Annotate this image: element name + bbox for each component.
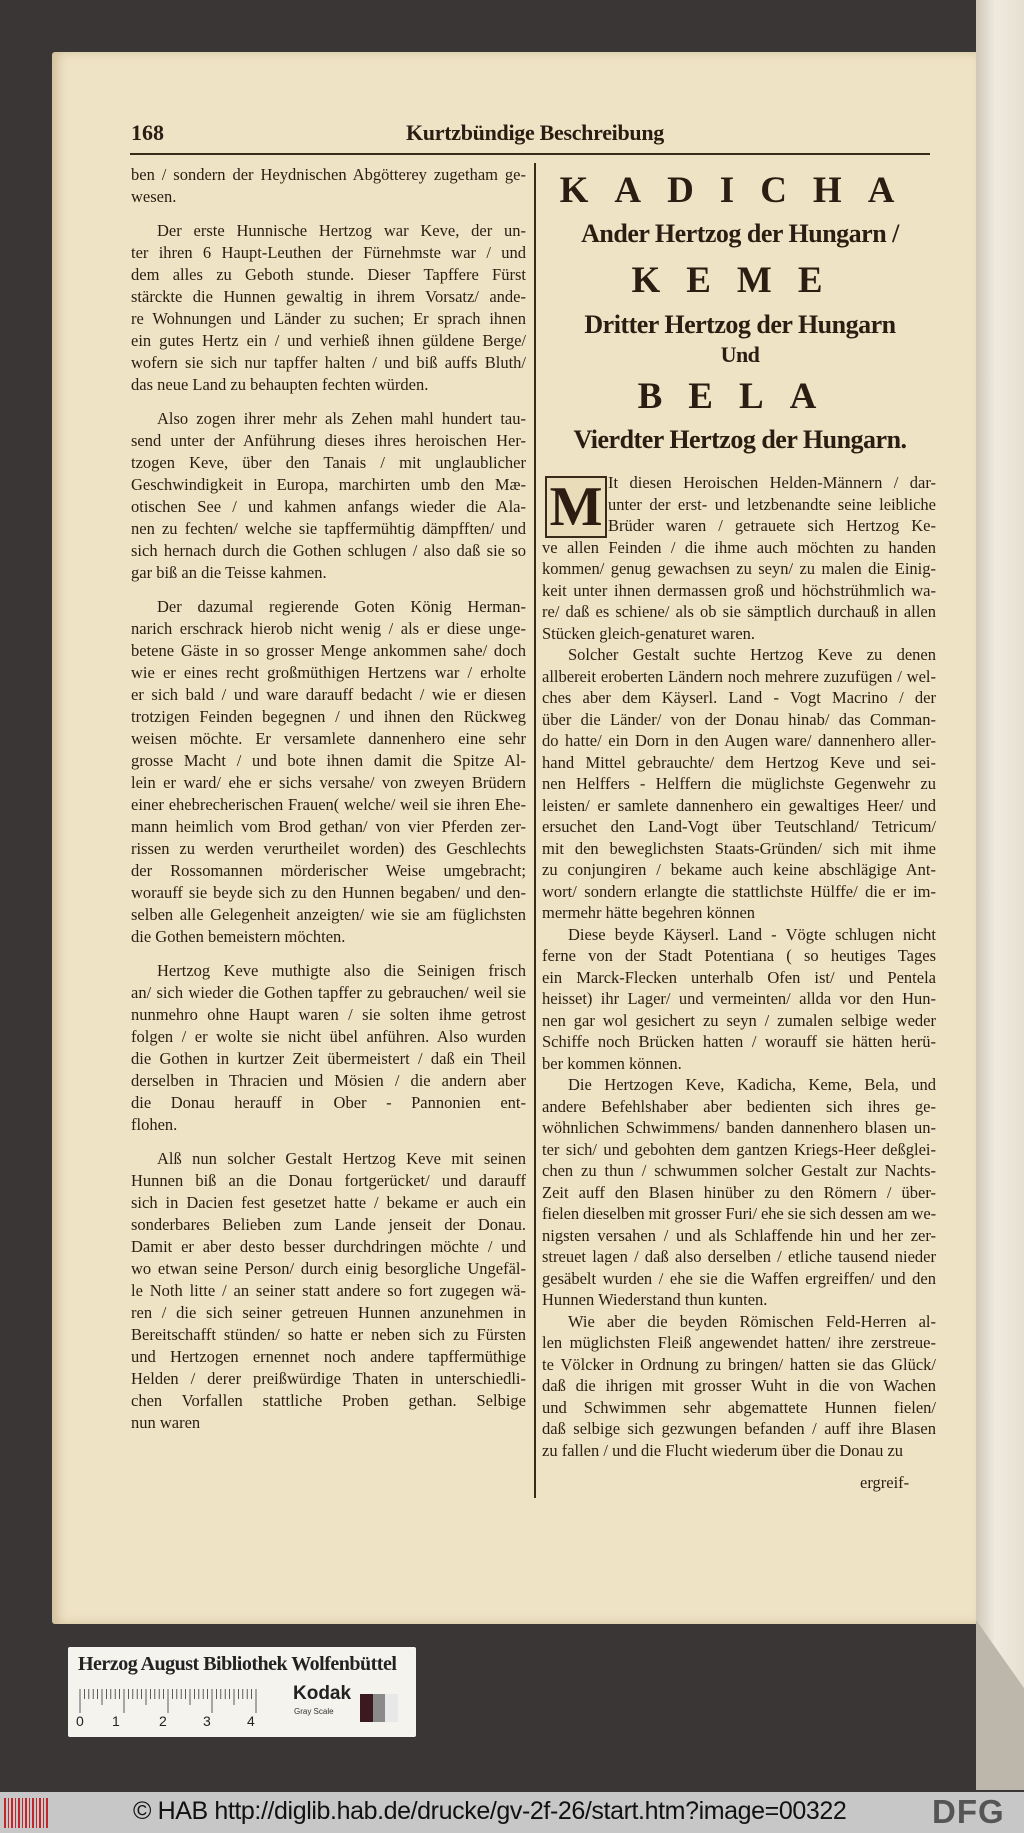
hab-barcode-icon [4, 1798, 48, 1828]
text-line: sich in Dacien fest gesetzet hatte / bekame er auch ein [131, 1193, 526, 1212]
subtitle-second-duke: Ander Hertzog der Hungarn / [581, 219, 899, 248]
paragraph [542, 924, 936, 1075]
gray-scale-label: Gray Scale [294, 1707, 334, 1716]
text-line: Also zogen ihrer mehr als Zehen mahl hundert tau- [157, 409, 526, 428]
text-line: fielen dieselben mit grosser Furi/ ehe sie sich dessen am we- [542, 1204, 936, 1223]
running-head: Kurtzbündige Beschreibung [406, 120, 664, 145]
text-line: das neue Land zu behaupten fechten würden. [131, 375, 429, 394]
text-line: chen Vorfallen stattliche Proben gethan. Selbige [131, 1391, 526, 1410]
header-rule [130, 153, 930, 155]
text-line: chen zu thun / schwummen solcher Gestalt zur Nachts- [542, 1161, 936, 1180]
text-line: wo etwan seine Person/ durch einig besorgliche Ungefäl- [131, 1259, 526, 1278]
text-line: Brüder waren / getrauete sich Hertzog Ke- [608, 516, 936, 535]
text-line: selben alle Gelegenheit anzeigten/ wie sie am füglichsten [131, 905, 526, 924]
paragraph [542, 1074, 936, 1311]
text-line: wort/ sondern erlangte die stattlichste Hülffe/ die er im- [542, 881, 936, 901]
text-line: zu conjungiren / bekame auch keine abschlägige Ant- [542, 860, 936, 879]
gray-patch [360, 1694, 398, 1722]
text-line: Diese beyde Käyserl. Land - Vögte schlugen nicht [568, 924, 936, 944]
ruler-label: 4 [247, 1713, 255, 1729]
title-bela: BELA [637, 376, 843, 417]
ruler-label: 2 [159, 1713, 167, 1729]
title-kadicha: KADICHA [559, 170, 921, 211]
text-line: gesäbelt wurden / ehe sie die Waffen ergreiffen/ und den [542, 1268, 936, 1288]
text-line: der Rossomannen mörderischer Weise umgebracht; [131, 861, 526, 880]
subtitle-fourth-duke: Vierdter Hertzog der Hungarn. [573, 425, 907, 454]
text-line: worauff sie beyde sich zu den Hunnen begaben/ und den- [131, 883, 526, 902]
page-number: 168 [131, 120, 164, 145]
text-line: ter sich/ und gebohten dem gantzen Kriegs-Heer deßglei- [542, 1139, 936, 1159]
text-line: Wie aber die beyden Römischen Feld-Herren al- [568, 1311, 936, 1331]
text-line: ve allen Feinden / die ihme auch möchten zu handen [542, 537, 936, 557]
text-line: nen zu fechten/ welche sie tapffermühtig dämpfften/ und [131, 519, 526, 538]
text-line: Hertzog Keve muthigte also die Seinigen frisch [157, 961, 526, 980]
text-line: unter der erst- und letzbenandte seine leibliche [608, 494, 936, 514]
card-title: Herzog August Bibliothek Wolfenbüttel [78, 1653, 397, 1675]
text-line: zu fallen / und die Flucht wiederum über die Donau zu [542, 1440, 904, 1460]
text-line: daß die ihrigen mit grosser Wuht in die von Wachen [542, 1376, 936, 1395]
ruler-label: 1 [112, 1713, 120, 1729]
text-line: nunmehro ohne Haupt waren / sie solten ihme getrost [131, 1005, 526, 1024]
source-url[interactable]: © HAB http://diglib.hab.de/drucke/gv-2f-26/start.htm?image=00322 [133, 1797, 847, 1825]
text-line: mann heimlich vom Brod gethan/ von vier Pferden zer- [131, 817, 526, 836]
text-line: wesen. [131, 187, 177, 206]
text-line: sonderbares Belieben zum Lande jenseit der Donau. [131, 1215, 526, 1234]
ruler-label: 0 [76, 1713, 84, 1729]
text-line: Zeit auff den Blasen hinüber zu den Römern / über- [542, 1182, 936, 1202]
text-line: heisset) ihr Lager/ und vermeinten/ allda vor den Hun- [542, 989, 936, 1008]
text-line: wofern sie sich nur tapffer halten / und biß auffs Bluth/ [131, 353, 526, 372]
text-line: andere Befehlshaber aber bedienten sich ihres ge- [542, 1096, 936, 1116]
text-line: Alß nun solcher Gestalt Hertzog Keve mit seinen [157, 1149, 526, 1168]
text-line: er sich bald / und ware darauff bedacht / wie er diesen [131, 685, 526, 704]
text-line: Helden / derer preißwürdige Thaten in unterschiedli- [131, 1369, 526, 1388]
color-calibration-card [68, 1647, 416, 1737]
text-line: ren / die sich seiner getreuen Hunnen anzunehmen in [131, 1303, 526, 1322]
text-line: über die Länder/ von der Donau hinab/ das Comman- [542, 709, 936, 729]
catchword: ergreif- [860, 1473, 910, 1492]
left-column [131, 164, 526, 1434]
ruler-label: 3 [203, 1713, 211, 1729]
text-line: weisen möchte. Er versamlete dannenhero eine sehr [131, 729, 526, 748]
paragraph [131, 220, 526, 396]
text-line: wie er eines recht großmüthigen Hertzens war / erholte [131, 663, 526, 682]
text-line: Damit er aber desto besser durchdringen möchte / und [131, 1237, 526, 1256]
text-line: Geschwindigkeit in Europa, marchirten umb den Mæ- [131, 475, 526, 494]
text-line: rissen zu werden verurtheilet worden) des Geschlechts [131, 839, 526, 858]
text-line: Hunnen Wiederstand thun kunten. [542, 1290, 768, 1309]
text-line: It diesen Heroischen Helden-Männern / dar- [608, 473, 936, 492]
text-line: einer ehebrecherischen Frauen( welche/ weil sie ihren Ehe- [131, 795, 526, 814]
paragraph [131, 1148, 526, 1434]
paragraph [542, 644, 936, 924]
text-line: daß selbige sich gezwungen befanden / auff ihre Blasen [542, 1419, 936, 1438]
text-line: te Völcker in Ordnung zu bringen/ hatten sie das Glück/ [542, 1354, 936, 1374]
text-line: lein er ward/ ehe er sichs versahe/ von zweyen Brüdern [131, 773, 526, 792]
dfg-logo: DFG [932, 1793, 1005, 1830]
text-line: trotzigen Feinden begegnen / und ihnen den Rückweg [131, 707, 526, 726]
text-line: nun waren [131, 1413, 201, 1432]
text-line: ein Marck-Flecken unterhalb Ofen ist/ und Pentela [542, 967, 936, 987]
text-line: re/ daß es schiene/ als ob sie sämptlich durchauß in allen [542, 602, 936, 621]
text-line: die Donau herauff in Ober - Pannonien ent- [131, 1093, 526, 1112]
text-line: und Schwimmen sehr abgemattete Hunnen fielen/ [542, 1397, 936, 1417]
paragraph [542, 1311, 936, 1462]
text-line: flohen. [131, 1115, 178, 1134]
text-line: nen gar wol gesichert zu seyn / zumalen selbige weder [542, 1010, 936, 1030]
text-line: ches aber dem Käyserl. Land - Vogt Macrino / der [542, 688, 936, 707]
text-line: Hunnen biß an die Donau fortgerücket/ und darauff [131, 1171, 526, 1190]
text-line: die Gothen bemeistern möchten. [131, 927, 346, 946]
text-line: stärckte die Hunnen gewaltig in ihrem Vorsatz/ ande- [131, 287, 526, 306]
text-line: Die Hertzogen Keve, Kadicha, Keme, Bela, und [568, 1075, 936, 1094]
text-line: ersuchet den Land-Vogt über Teutschland/ Tetricum/ [542, 817, 936, 836]
text-line: leisten/ er samlete dannenhero ein gewaltiges Heer/ und [542, 795, 936, 815]
text-line: tzogen Keve, über den Tanais / mit unglaublicher [131, 453, 526, 472]
text-line: die Gothen in kurtzer Zeit übermeistert / daß ein Theil [131, 1049, 526, 1068]
paragraph [542, 472, 936, 644]
text-line: ein gutes Hertz ein / und verhieß ihnen güldene Berge/ [131, 331, 526, 350]
text-line: Der dazumal regierende Goten König Herman- [157, 597, 526, 616]
text-line: do hatte/ ein Dorn in den Augen ware/ dannenhero aller- [542, 731, 936, 750]
paragraph [131, 596, 526, 948]
drop-cap-initial: M [545, 476, 607, 538]
text-line: ter ihren 6 Haupt-Leuthen der Fürnehmste war / und [131, 243, 526, 262]
text-line: ben / sondern der Heydnischen Abgötterey zugetham ge- [131, 165, 526, 184]
text-line: otischen See / und kahmen anfangs wieder die Ala- [131, 497, 526, 516]
ruler-scale [78, 1687, 288, 1713]
text-line: folgen / er wolte sie nicht übel anführen. Also wurden [131, 1027, 526, 1046]
text-line: Schiffe noch Brücken hatten / worauff sie hätten herü- [542, 1032, 936, 1051]
right-column [542, 472, 936, 1461]
text-line: streuet lagen / daß also derselben / etliche tausend nieder [542, 1247, 936, 1266]
text-line: betene Gäste in so grosser Menge ankommen sahe/ doch [131, 641, 526, 660]
text-line: und Hertzogen ernennet noch andere tapffermüthige [131, 1347, 526, 1366]
text-line: nen Helffers - Helffern die müglichste Gegenwehr zu [542, 774, 936, 793]
title-keme: KEME [631, 260, 849, 301]
adjacent-page-edge [976, 0, 1024, 1790]
subtitle-third-duke: Dritter Hertzog der Hungarn [584, 310, 896, 339]
text-line: an/ sich wieder die Gothen tapffer zu gebrauchen/ weil sie [131, 983, 526, 1002]
text-line: nigsten versahen / und als Schlaffende hin und her zer- [542, 1225, 936, 1245]
text-line: ferne von der Stadt Potentiana ( so heutiges Tages [542, 946, 936, 965]
text-line: ber kommen können. [542, 1053, 682, 1073]
text-line: derselben in Thracien und Mösien / die andern aber [131, 1071, 526, 1090]
paragraph [131, 164, 526, 208]
text-line: Stücken gleich-genaturet waren. [542, 623, 756, 643]
paragraph [131, 408, 526, 584]
text-line: mit den beweglichsten Staats-Gründen/ sich mit ihme [542, 838, 936, 858]
text-line: send unter der Anführung dieses ihres heroischen Her- [131, 431, 526, 450]
paragraph [131, 960, 526, 1136]
text-line: narich erschrack hierob nicht wenig / als er diese unge- [131, 619, 526, 638]
kodak-logo: Kodak [293, 1683, 352, 1704]
title-und: Und [720, 342, 760, 367]
text-line: mermehr hätte begehren können [542, 903, 756, 922]
text-line: Bereitschafft stünden/ so hatte er neben sich zu Fürsten [131, 1325, 526, 1344]
text-line: Solcher Gestalt suchte Hertzog Keve zu denen [568, 645, 936, 664]
text-line: keit unter ihnen dermassen groß und höchstrühmlich wa- [542, 580, 936, 600]
text-line: sich hernach durch die Gothen schlugen / also daß sie so [131, 541, 526, 560]
text-line: len müglichsten Fleiß angewendet hatten/ ihre zerstreue- [542, 1333, 936, 1352]
text-line: hand Mittel gebrauchte/ dem Hertzog Keve und sei- [542, 752, 936, 772]
text-line: gar biß an die Teisse kahmen. [131, 563, 327, 582]
text-line: allbereit eroberten Ländern noch mehrere zuzufügen / wel- [542, 666, 936, 686]
text-line: le Noth litte / an seiner statt andere so fort zugegen wä- [131, 1281, 526, 1300]
text-line: kommen/ genug gewachsen zu seyn/ zu malen die Einig- [542, 559, 936, 578]
text-line: re Wohnungen und Länder zu suchen; Er sprach ihnen [131, 309, 526, 328]
text-line: Der erste Hunnische Hertzog war Keve, der un- [157, 221, 526, 240]
text-line: dem alles zu Geboth stunde. Dieser Tapffere Fürst [131, 265, 526, 284]
footer-bar [0, 1792, 1024, 1833]
text-line: wöhnlichen Schwimmens/ banden dannenhero blasen un- [542, 1118, 936, 1137]
text-line: grosse Macht / und bote ihnen damit die Spitze Al- [131, 751, 526, 770]
